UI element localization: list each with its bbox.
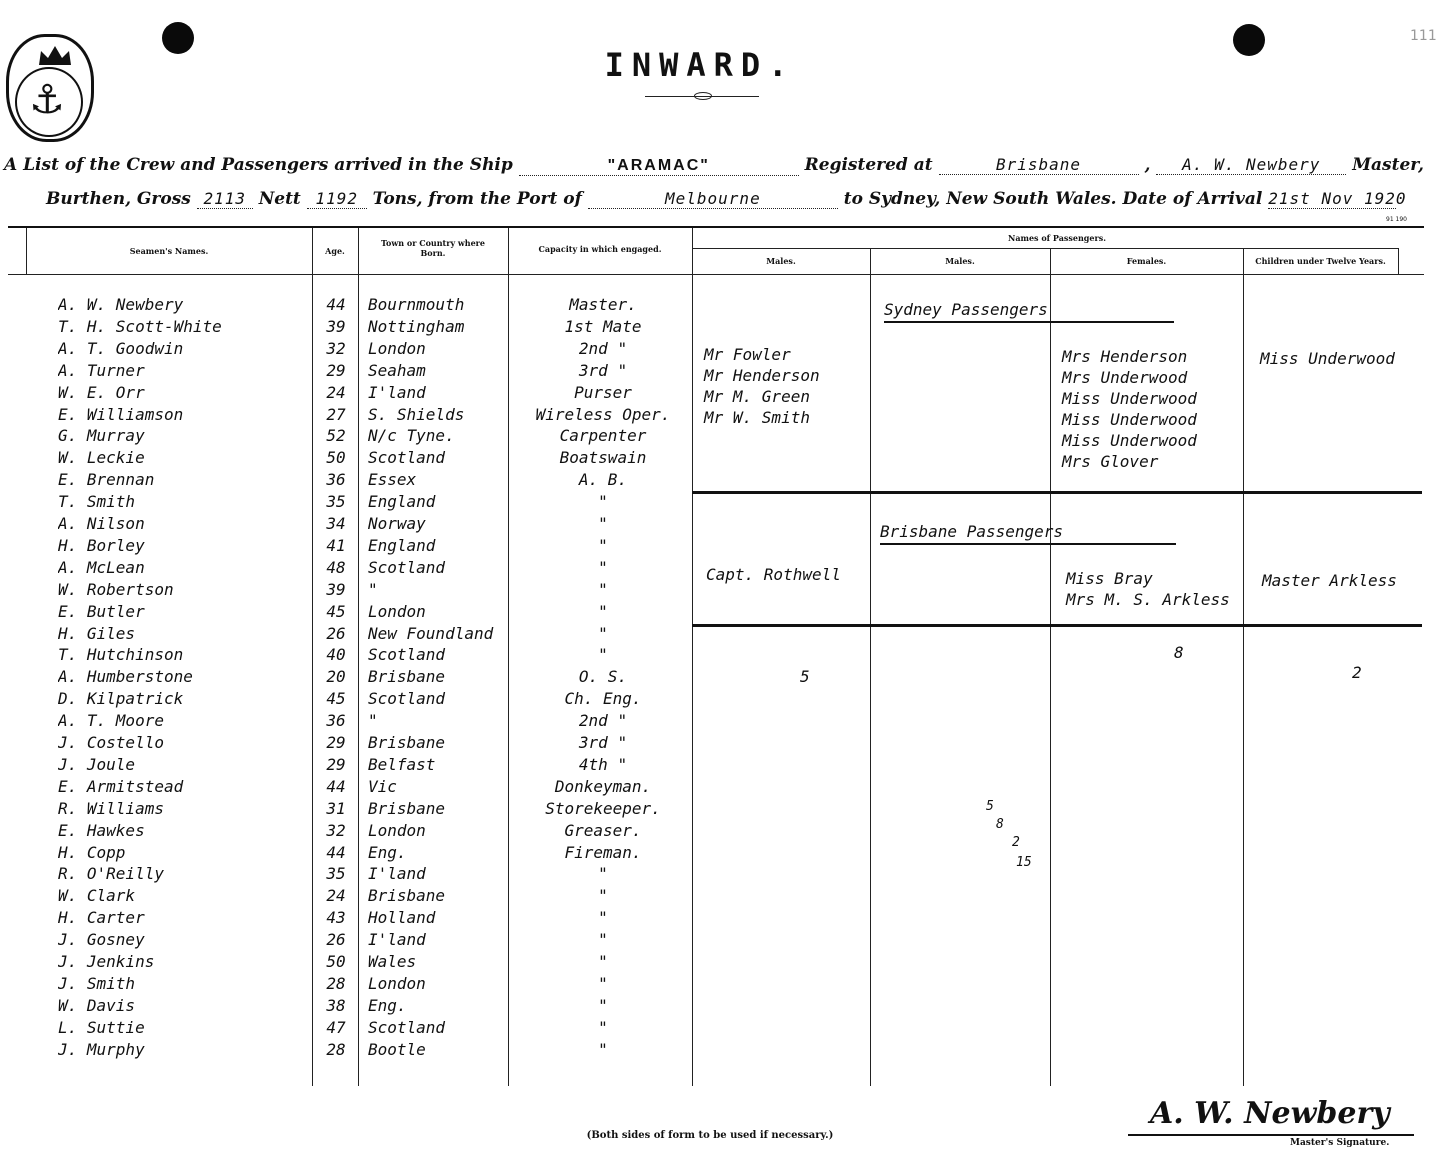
page-title: INWARD. [604, 46, 796, 84]
crew-capacity: " [598, 645, 608, 664]
crew-name: J. Gosney [58, 930, 145, 949]
crew-capacity: Storekeeper. [545, 799, 661, 818]
crew-age: 45 [326, 602, 346, 621]
crew-age: 32 [326, 821, 346, 840]
brisbane-female-passenger: Mrs M. S. Arkless [1066, 590, 1230, 609]
crew-capacity: O. S. [578, 667, 628, 686]
crew-capacity: Wireless Oper. [535, 405, 671, 424]
crew-age: 28 [326, 974, 346, 993]
crew-capacity: 4th " [578, 755, 628, 774]
crew-name: H. Carter [58, 908, 145, 927]
passenger-header-rule [692, 248, 1398, 249]
sydney-female-passenger: Mrs Underwood [1062, 368, 1188, 387]
header-males-2: Males. [945, 256, 975, 266]
crew-born: Brisbane [368, 733, 446, 752]
crew-capacity: " [598, 930, 608, 949]
crew-age: 50 [326, 952, 346, 971]
crew-capacity: Carpenter [559, 426, 647, 445]
crew-name: J. Costello [58, 733, 164, 752]
crew-capacity: " [598, 602, 608, 621]
header-line-2 [46, 189, 1407, 209]
column-rule-8 [1243, 248, 1244, 1086]
crew-age: 26 [326, 930, 346, 949]
column-rule-2 [312, 228, 313, 1086]
crew-born: I'land [368, 930, 426, 949]
crew-born: S. Shields [368, 405, 465, 424]
crew-name: G. Murray [58, 426, 145, 445]
crew-capacity: 2nd " [578, 339, 628, 358]
sydney-passengers-title: Sydney Passengers [884, 300, 1174, 323]
crew-name: A. Nilson [58, 514, 145, 533]
crew-age: 39 [326, 580, 346, 599]
crew-capacity: A. B. [578, 470, 628, 489]
crew-born: Scotland [368, 1018, 446, 1037]
header-children: Children under Twelve Years. [1255, 256, 1386, 266]
crew-age: 44 [326, 295, 346, 314]
crew-born: I'land [368, 383, 426, 402]
crew-name: D. Kilpatrick [58, 689, 184, 708]
arrival-date-field: 21st Nov 1920 [1268, 189, 1407, 208]
sydney-female-passengers [1062, 346, 1197, 472]
burthen-label: Burthen, Gross [46, 189, 191, 209]
crew-born: Eng. [368, 843, 407, 862]
sydney-male-passengers [704, 344, 820, 428]
header-names-of-passengers: Names of Passengers. [1008, 233, 1106, 243]
tally-2: 8 [996, 817, 1004, 832]
crew-name: E. Armitstead [58, 777, 184, 796]
crew-capacity: 3rd " [578, 733, 628, 752]
master-name-field: A. W. Newbery [1156, 155, 1346, 175]
column-rule-9 [1398, 248, 1399, 274]
crew-born: Scotland [368, 689, 446, 708]
crew-capacity: " [598, 514, 608, 533]
crew-name: J. Joule [58, 755, 136, 774]
tally-4: 15 [1016, 855, 1032, 870]
crew-born: Scotland [368, 448, 446, 467]
crew-born: Eng. [368, 996, 407, 1015]
crew-name: E. Butler [58, 602, 145, 621]
tons-from-label: Tons, from the Port of [372, 189, 582, 209]
crew-capacity: " [598, 1040, 608, 1059]
crew-capacity: " [598, 558, 608, 577]
crew-capacity: " [598, 536, 608, 555]
crew-capacity: " [598, 624, 608, 643]
crew-capacity: " [598, 580, 608, 599]
crew-capacity: " [598, 886, 608, 905]
brisbane-female-passenger: Miss Bray [1066, 569, 1153, 588]
crew-born: London [368, 821, 426, 840]
crew-age: 38 [326, 996, 346, 1015]
section-divider-1 [692, 491, 1422, 494]
sydney-female-passenger: Miss Underwood [1062, 410, 1197, 429]
brisbane-female-passengers [1066, 568, 1230, 610]
sydney-child-passenger: Miss Underwood [1260, 349, 1395, 368]
crew-age: 47 [326, 1018, 346, 1037]
brisbane-male-passengers [706, 564, 841, 585]
crew-born: I'land [368, 864, 426, 883]
column-rule-3 [358, 228, 359, 1086]
crew-name: A. W. Newbery [58, 295, 184, 314]
crew-born: London [368, 974, 426, 993]
crew-age: 48 [326, 558, 346, 577]
column-rule-6 [870, 248, 871, 1086]
crew-born: N/c Tyne. [368, 426, 455, 445]
sydney-female-passenger: Miss Underwood [1062, 431, 1197, 450]
crew-born: Holland [368, 908, 436, 927]
crew-age: 45 [326, 689, 346, 708]
separator-comma: , [1144, 155, 1151, 175]
crew-born: Wales [368, 952, 417, 971]
crew-name: J. Smith [58, 974, 136, 993]
crew-age: 41 [326, 536, 346, 555]
footer-note: (Both sides of form to be used if necessary.) [586, 1130, 834, 1141]
crew-name: A. McLean [58, 558, 145, 577]
crew-age: 35 [326, 864, 346, 883]
crew-name: W. E. Orr [58, 383, 145, 402]
crew-born: Vic [368, 777, 397, 796]
crew-age: 52 [326, 426, 346, 445]
crew-name: H. Giles [58, 624, 136, 643]
brisbane-child-passenger: Master Arkless [1262, 571, 1397, 590]
crew-age: 28 [326, 1040, 346, 1059]
sydney-male-passenger: Mr M. Green [704, 387, 810, 406]
crew-age: 36 [326, 470, 346, 489]
crew-name: W. Clark [58, 886, 136, 905]
header-capacity: Capacity in which engaged. [538, 244, 662, 254]
gross-tons-field: 2113 [197, 189, 253, 209]
crew-born: Bournmouth [368, 295, 465, 314]
crew-name: J. Murphy [58, 1040, 145, 1059]
crew-age: 26 [326, 624, 346, 643]
brisbane-passengers-title: Brisbane Passengers [880, 522, 1176, 545]
crew-capacity: 3rd " [578, 361, 628, 380]
column-rule-4 [508, 228, 509, 1086]
crew-born: Bootle [368, 1040, 426, 1059]
crew-age: 27 [326, 405, 346, 424]
crew-name: E. Williamson [58, 405, 184, 424]
crew-capacity: " [598, 864, 608, 883]
crew-name: L. Suttie [58, 1018, 145, 1037]
crew-age: 43 [326, 908, 346, 927]
crew-born: New Foundland [368, 624, 494, 643]
arrival-label: Date of Arrival [1122, 189, 1263, 209]
sydney-female-passenger: Miss Underwood [1062, 389, 1197, 408]
table-top-rule [8, 226, 1424, 228]
registered-label: Registered at [804, 155, 933, 175]
column-rule-5 [692, 228, 693, 1086]
crew-capacity: Fireman. [564, 843, 642, 862]
crew-name: W. Leckie [58, 448, 145, 467]
tally-1: 5 [986, 799, 994, 814]
registered-at-field: Brisbane [939, 155, 1139, 175]
crew-capacity: " [598, 492, 608, 511]
crew-age: 50 [326, 448, 346, 467]
section-divider-2 [692, 624, 1422, 627]
crew-age: 44 [326, 843, 346, 862]
crew-born: London [368, 339, 426, 358]
crew-capacity: " [598, 974, 608, 993]
crew-born: Seaham [368, 361, 426, 380]
sydney-child-passengers [1260, 348, 1395, 369]
crew-capacity: Boatswain [559, 448, 647, 467]
crew-born: Belfast [368, 755, 436, 774]
crew-capacity: Ch. Eng. [564, 689, 642, 708]
sydney-female-passenger: Mrs Henderson [1062, 347, 1188, 366]
crew-name: A. T. Moore [58, 711, 164, 730]
crew-name: A. Turner [58, 361, 145, 380]
crew-age: 44 [326, 777, 346, 796]
crew-capacity: " [598, 908, 608, 927]
sydney-male-passenger: Mr Fowler [704, 345, 791, 364]
crew-capacity: " [598, 952, 608, 971]
crew-age: 34 [326, 514, 346, 533]
sydney-female-passenger: Mrs Glover [1062, 452, 1159, 471]
crew-capacity: Master. [569, 295, 637, 314]
header-seamen-names: Seamen's Names. [129, 246, 209, 256]
crew-born: Nottingham [368, 317, 465, 336]
crew-age: 29 [326, 755, 346, 774]
crew-name: T. Smith [58, 492, 136, 511]
crew-name: W. Davis [58, 996, 136, 1015]
crew-born: Scotland [368, 558, 446, 577]
crew-born: England [368, 492, 436, 511]
header-born: Town or Country where Born. [381, 238, 485, 258]
header-males-1: Males. [766, 256, 796, 266]
tally-3: 2 [1012, 835, 1020, 850]
master-label: Master, [1352, 155, 1424, 175]
crew-born: Scotland [368, 645, 446, 664]
nett-label: Nett [258, 189, 301, 209]
crew-age: 24 [326, 383, 346, 402]
crew-born: London [368, 602, 426, 621]
ship-name-field: "ARAMAC" [519, 157, 799, 176]
title-ornament [694, 92, 712, 100]
crew-born: Essex [368, 470, 417, 489]
crew-age: 31 [326, 799, 346, 818]
crew-born: England [368, 536, 436, 555]
crew-name: H. Copp [58, 843, 126, 862]
crew-born: Brisbane [368, 799, 446, 818]
crew-name: T. H. Scott-White [58, 317, 222, 336]
destination-label: to Sydney, New South Wales. [843, 189, 1117, 209]
crew-capacity: 1st Mate [564, 317, 642, 336]
crew-age: 29 [326, 733, 346, 752]
crew-age: 36 [326, 711, 346, 730]
crew-name: J. Jenkins [58, 952, 155, 971]
header-age: Age. [325, 246, 345, 256]
form-number: 91 190 [1386, 216, 1407, 223]
crew-name: W. Robertson [58, 580, 174, 599]
crew-name: T. Hutchinson [58, 645, 184, 664]
crew-age: 35 [326, 492, 346, 511]
list-prefix: A List of the Crew and Passengers arrived in the Ship [4, 155, 513, 175]
crew-born: Brisbane [368, 886, 446, 905]
sydney-male-passenger: Mr Henderson [704, 366, 820, 385]
brisbane-male-passenger: Capt. Rothwell [706, 565, 841, 584]
crew-age: 40 [326, 645, 346, 664]
column-rule-7 [1050, 248, 1051, 1086]
anchor-icon: ⚓ [29, 77, 65, 123]
crew-age: 32 [326, 339, 346, 358]
crew-born: Norway [368, 514, 426, 533]
total-children: 2 [1352, 663, 1362, 682]
crew-age: 29 [326, 361, 346, 380]
crew-age: 39 [326, 317, 346, 336]
crew-born: Brisbane [368, 667, 446, 686]
crew-capacity: Greaser. [564, 821, 642, 840]
crew-capacity: Donkeyman. [554, 777, 652, 796]
crew-age: 20 [326, 667, 346, 686]
header-females: Females. [1126, 256, 1167, 266]
crew-capacity: " [598, 1018, 608, 1037]
crew-age: 24 [326, 886, 346, 905]
crew-name: A. T. Goodwin [58, 339, 184, 358]
port-field: Melbourne [588, 189, 838, 209]
signature-rule [1128, 1134, 1414, 1136]
crew-born: " [368, 711, 378, 730]
crew-name: A. Humberstone [58, 667, 193, 686]
sydney-male-passenger: Mr W. Smith [704, 408, 810, 427]
crew-capacity: Purser [574, 383, 632, 402]
table-header-bottom-rule [8, 274, 1424, 275]
total-females: 8 [1174, 643, 1184, 662]
signature-label: Master's Signature. [1290, 1138, 1390, 1148]
header-line-1 [4, 155, 1424, 176]
brisbane-child-passengers [1262, 570, 1397, 591]
crew-name: R. Williams [58, 799, 164, 818]
crew-name: E. Hawkes [58, 821, 145, 840]
crew-name: E. Brennan [58, 470, 155, 489]
nett-tons-field: 1192 [307, 189, 367, 209]
crew-capacity: " [598, 996, 608, 1015]
crew-born: " [368, 580, 378, 599]
total-males: 5 [800, 667, 810, 686]
sheet-number: 111 [1410, 28, 1437, 44]
crew-capacity: 2nd " [578, 711, 628, 730]
master-signature: A. W. Newbery [1150, 1096, 1390, 1131]
crew-name: H. Borley [58, 536, 145, 555]
crew-name: R. O'Reilly [58, 864, 164, 883]
